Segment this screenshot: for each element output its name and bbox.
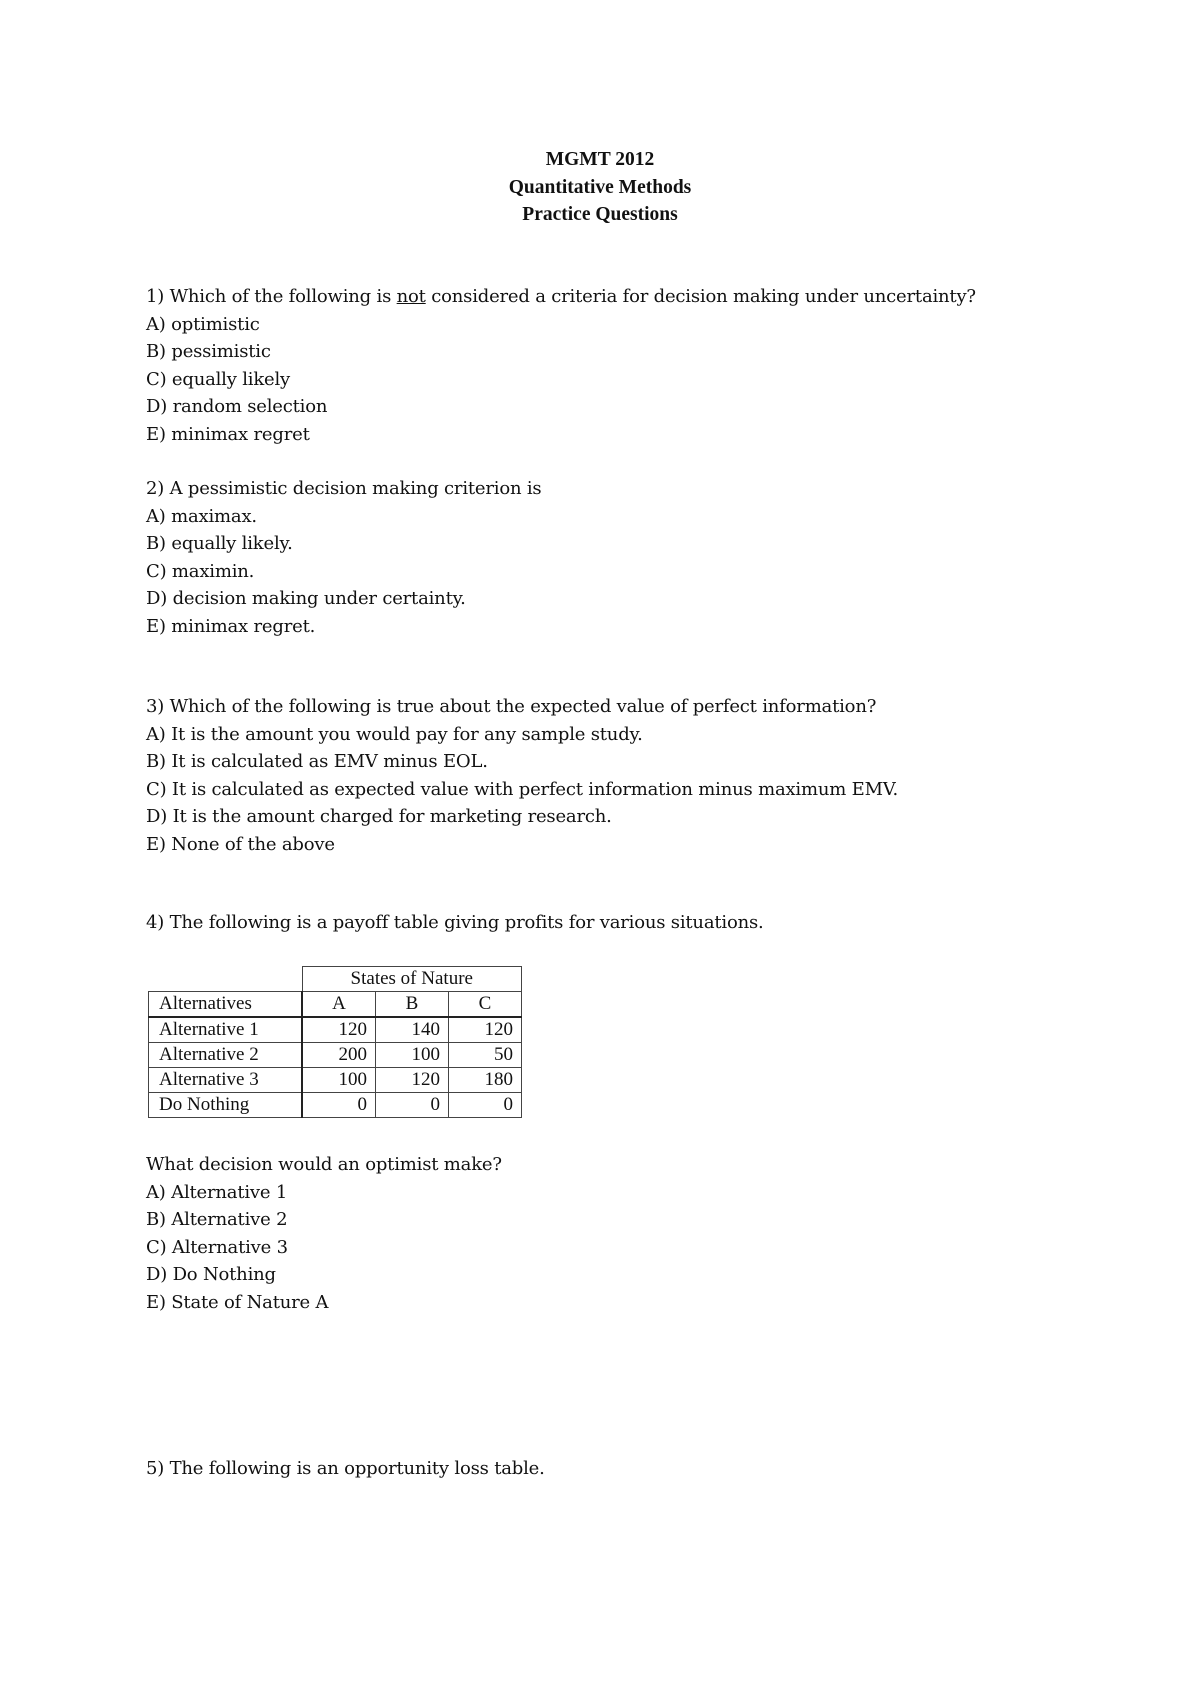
table-cell: 0 xyxy=(376,1093,449,1118)
table-cell: 120 xyxy=(376,1068,449,1093)
payoff-table-header-row xyxy=(149,992,522,1018)
question-1-stem xyxy=(146,283,976,311)
course-subject: Quantitative Methods xyxy=(508,176,692,198)
question-2-option-c: C) maximin. xyxy=(146,560,255,582)
question-4-option-b: B) Alternative 2 xyxy=(146,1209,288,1230)
document-header xyxy=(0,146,1200,229)
question-3-option-d: D) It is the amount charged for marketing research. xyxy=(146,806,612,827)
question-2-option-a: A) maximax. xyxy=(146,505,257,527)
table-row xyxy=(149,1017,522,1043)
table-cell: 180 xyxy=(449,1068,522,1093)
table-cell: 100 xyxy=(376,1043,449,1068)
row-label: Alternative 1 xyxy=(149,1017,303,1043)
question-1-option-e: E) minimax regret xyxy=(146,423,310,445)
question-2-option-d: D) decision making under certainty. xyxy=(146,588,466,609)
payoff-table-group-header: States of Nature xyxy=(302,967,522,992)
question-3-option-c: C) It is calculated as expected value with perfect information minus maximum EMV. xyxy=(146,778,898,800)
question-1-option-b: B) pessimistic xyxy=(146,341,271,362)
table-cell: 120 xyxy=(302,1017,376,1043)
question-3-option-b: B) It is calculated as EMV minus EOL. xyxy=(146,751,488,772)
row-label: Do Nothing xyxy=(149,1093,303,1118)
question-4-option-a: A) Alternative 1 xyxy=(146,1181,288,1203)
question-1-option-d: D) random selection xyxy=(146,396,328,417)
row-label: Alternative 2 xyxy=(149,1043,303,1068)
payoff-table-col-c: C xyxy=(449,992,522,1018)
table-row xyxy=(149,1093,522,1118)
question-4-option-c: C) Alternative 3 xyxy=(146,1236,288,1258)
table-cell: 0 xyxy=(302,1093,376,1118)
table-cell: 140 xyxy=(376,1017,449,1043)
question-3-option-a: A) It is the amount you would pay for any sample study. xyxy=(146,723,643,745)
question-4-option-d: D) Do Nothing xyxy=(146,1264,276,1285)
question-1-option-a: A) optimistic xyxy=(146,313,260,335)
document-title: Practice Questions xyxy=(522,204,678,225)
payoff-table-group-row xyxy=(149,967,522,992)
question-2 xyxy=(146,475,541,640)
question-2-option-e: E) minimax regret. xyxy=(146,615,316,637)
table-cell: 0 xyxy=(449,1093,522,1118)
table-cell: 200 xyxy=(302,1043,376,1068)
question-1-stem-pre: 1) Which of the following is xyxy=(146,286,397,307)
payoff-table xyxy=(148,966,522,1118)
table-cell: 120 xyxy=(449,1017,522,1043)
question-4-stem xyxy=(146,909,764,937)
question-1-option-c: C) equally likely xyxy=(146,368,291,390)
table-cell: 50 xyxy=(449,1043,522,1068)
question-1-stem-emphasis: not xyxy=(396,286,426,307)
table-row xyxy=(149,1043,522,1068)
payoff-table-col-b: B xyxy=(376,992,449,1018)
payoff-table-col-a: A xyxy=(302,992,376,1018)
question-3 xyxy=(146,693,898,858)
question-3-option-e: E) None of the above xyxy=(146,833,335,855)
question-4-stem-text: 4) The following is a payoff table giving profits for various situations. xyxy=(146,912,764,933)
course-code: MGMT 2012 xyxy=(545,149,655,170)
question-4-option-e: E) State of Nature A xyxy=(146,1291,329,1313)
row-label: Alternative 3 xyxy=(149,1068,303,1093)
question-2-option-b: B) equally likely. xyxy=(146,533,293,554)
question-2-stem: 2) A pessimistic decision making criterion is xyxy=(146,478,542,499)
question-5-stem: 5) The following is an opportunity loss table. xyxy=(146,1458,545,1479)
question-5 xyxy=(146,1455,545,1483)
question-4-body xyxy=(146,1151,502,1316)
question-4-prompt: What decision would an optimist make? xyxy=(146,1154,502,1175)
question-1-stem-post: considered a criteria for decision making under uncertainty? xyxy=(425,286,976,307)
table-row xyxy=(149,1068,522,1093)
question-3-stem: 3) Which of the following is true about the expected value of perfect information? xyxy=(146,696,877,717)
table-cell: 100 xyxy=(302,1068,376,1093)
payoff-table-blank-cell xyxy=(149,967,303,992)
question-1 xyxy=(146,283,976,448)
payoff-table-corner: Alternatives xyxy=(149,992,303,1018)
